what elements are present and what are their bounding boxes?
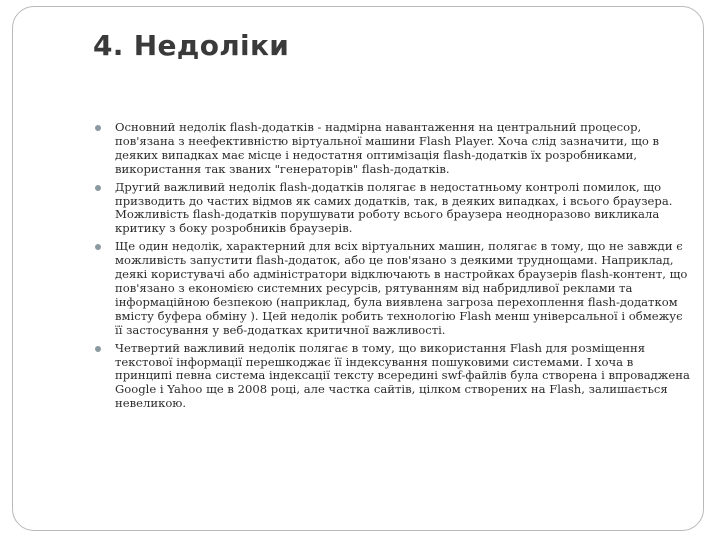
bullet-text: Другий важливий недолік flash-додатків полягає в недостатньому контролі помилок, що призводить до частих відмов як самих додатків, так, в деяких випадках, і всього браузера. Можливість flash-додатків порушувати роботу всього браузера неодноразово викликала критику з боку розробників браузерів.	[115, 179, 673, 236]
bullet-item	[93, 181, 693, 237]
bullet-text: Ще один недолік, характерний для всіх віртуальних машин, полягає в тому, що не завжди є можливість запустити flash-додаток, або це пов'язано з деякими труднощами. Наприклад, деякі користувачі або адміністратори відключають в настройках браузерів flash-контент, що пов'язано з економією системних ресурсів, рятуванням від набридливої реклами та інформаційною безпекою (наприклад, була виявлена загроза перехоплення flash-додатком вмісту буфера обміну ). Цей недолік робить технологію Flash менш універсальної і обмежує її застосування у веб-додатках критичної важливості.	[115, 239, 688, 337]
bullet-item	[93, 240, 693, 337]
bullet-dot-icon	[95, 185, 101, 191]
bullet-dot-icon	[95, 346, 101, 352]
bullet-item	[93, 121, 693, 177]
bullet-text: Основний недолік flash-додатків - надмірна навантаження на центральний процесор, пов'язана з неефективністю віртуальної машини Flash Player. Хоча слід зазначити, що в деяких випадках має місце і недостатня оптимізація flash-додатків їх розробниками, використання так званих "генераторів" flash-додатків.	[115, 120, 660, 176]
slide-title: 4. Недоліки	[93, 29, 290, 62]
bullet-dot-icon	[95, 244, 101, 250]
bullet-list	[93, 121, 693, 415]
bullet-dot-icon	[95, 125, 101, 131]
bullet-text: Четвертий важливий недолік полягає в тому, що використання Flash для розміщення текстової інформації перешкоджає її індексування пошуковими системами. І хоча в принципі певна система індексації тексту всередині swf-файлів була створена і впроваджена Google і Yahoo ще в 2008 році, але частка сайтів, цілком створених на Flash, залишається невеликою.	[115, 340, 690, 411]
bullet-item	[93, 342, 693, 412]
slide-frame	[12, 6, 704, 531]
